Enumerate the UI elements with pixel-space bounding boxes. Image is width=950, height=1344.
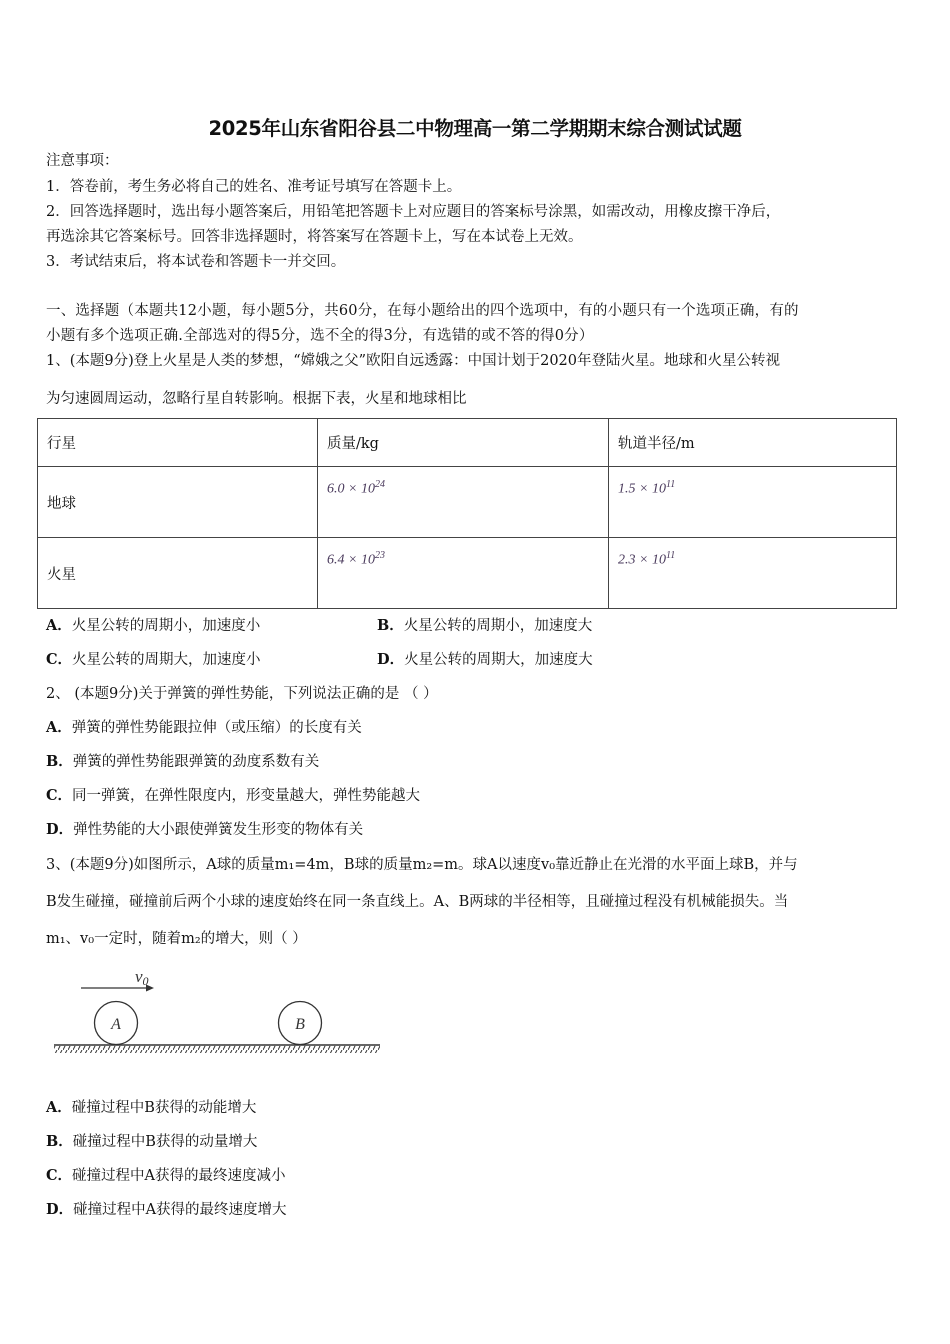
document-title: 2025年山东省阳谷县二中物理高一第二学期期末综合测试试题 (208, 117, 742, 140)
velocity-label: v0 (135, 967, 149, 988)
option-b: B．火星公转的周期小，加速度大 (377, 617, 593, 634)
ball-a-icon (95, 1002, 138, 1045)
ball-b-icon (279, 1002, 322, 1045)
table-row (38, 467, 897, 538)
svg-text:B: B (295, 1016, 305, 1033)
question-stem: m₁、v₀一定时，随着m₂的增大，则（ ） (46, 931, 307, 947)
table-header-cell: 轨道半径/m (609, 419, 897, 467)
svg-text:A: A (111, 1016, 121, 1033)
planet-name-cell: 地球 (38, 467, 318, 538)
notice-item: 3．考试结束后，将本试卷和答题卡一并交回。 (46, 254, 346, 270)
option-b: B．弹簧的弹性势能跟弹簧的劲度系数有关 (46, 753, 320, 770)
radius-cell: $1.5 \times 10^{11}$ (609, 467, 897, 538)
option-d: D．火星公转的周期大，加速度大 (377, 651, 593, 668)
question-stem: 1、(本题9分)登上火星是人类的梦想，“嫦娥之父”欧阳自远透露：中国计划于2020年登陆火星。地球和火星公转视 (46, 353, 780, 369)
mass-cell: $6.0 \times 10^{24}$ (318, 467, 609, 538)
option-d: D．碰撞过程中A获得的最终速度增大 (46, 1201, 287, 1218)
option-b: B．碰撞过程中B获得的动量增大 (46, 1133, 258, 1150)
collision-diagram (48, 962, 388, 1062)
table-header-row (38, 419, 897, 467)
question-stem: 3、(本题9分)如图所示，A球的质量m₁=4m，B球的质量m₂=m。球A以速度v₀靠近静止在光滑的水平面上球B，并与 (46, 857, 798, 873)
question-stem: B发生碰撞，碰撞前后两个小球的速度始终在同一条直线上。A、B两球的半径相等，且碰撞过程没有机械能损失。当 (46, 894, 789, 910)
option-d: D．弹性势能的大小跟使弹簧发生形变的物体有关 (46, 821, 364, 838)
notice-heading: 注意事项： (46, 153, 119, 169)
notice-item: 1．答卷前，考生务必将自己的姓名、准考证号填写在答题卡上。 (46, 179, 462, 195)
question-stem: 为匀速圆周运动，忽略行星自转影响。根据下表，火星和地球相比 (46, 391, 467, 407)
option-a: A．弹簧的弹性势能跟拉伸（或压缩）的长度有关 (46, 719, 362, 736)
notice-item: 再选涂其它答案标号。回答非选择题时，将答案写在答题卡上，写在本试卷上无效。 (46, 229, 583, 245)
planet-data-table (37, 418, 897, 609)
table-header-cell: 质量/kg (318, 419, 609, 467)
notice-item: 2．回答选择题时，选出每小题答案后，用铅笔把答题卡上对应题目的答案标号涂黑，如需改动，用橡皮擦干净后， (46, 204, 781, 220)
planet-name-cell: 火星 (38, 538, 318, 609)
radius-cell: $2.3 \times 10^{11}$ (609, 538, 897, 609)
option-c: C．同一弹簧，在弹性限度内，形变量越大，弹性势能越大 (46, 787, 421, 804)
mass-cell: $6.4 \times 10^{23}$ (318, 538, 609, 609)
question-stem: 2、 (本题9分)关于弹簧的弹性势能，下列说法正确的是 （ ） (46, 686, 438, 702)
option-c: C．碰撞过程中A获得的最终速度减小 (46, 1167, 286, 1184)
section-instructions-line: 小题有多个选项正确.全部选对的得5分，选不全的得3分，有选错的或不答的得0分） (46, 328, 594, 344)
option-a: A．碰撞过程中B获得的动能增大 (46, 1099, 257, 1116)
table-row (38, 538, 897, 609)
option-a: A．火星公转的周期小，加速度小 (46, 617, 261, 634)
section-instructions-line: 一、选择题（本题共12小题，每小题5分，共60分，在每小题给出的四个选项中，有的小题只有一个选项正确，有的 (46, 303, 799, 319)
ground-surface-icon (54, 1045, 380, 1053)
table-header-cell: 行星 (38, 419, 318, 467)
option-c: C．火星公转的周期大，加速度小 (46, 651, 261, 668)
